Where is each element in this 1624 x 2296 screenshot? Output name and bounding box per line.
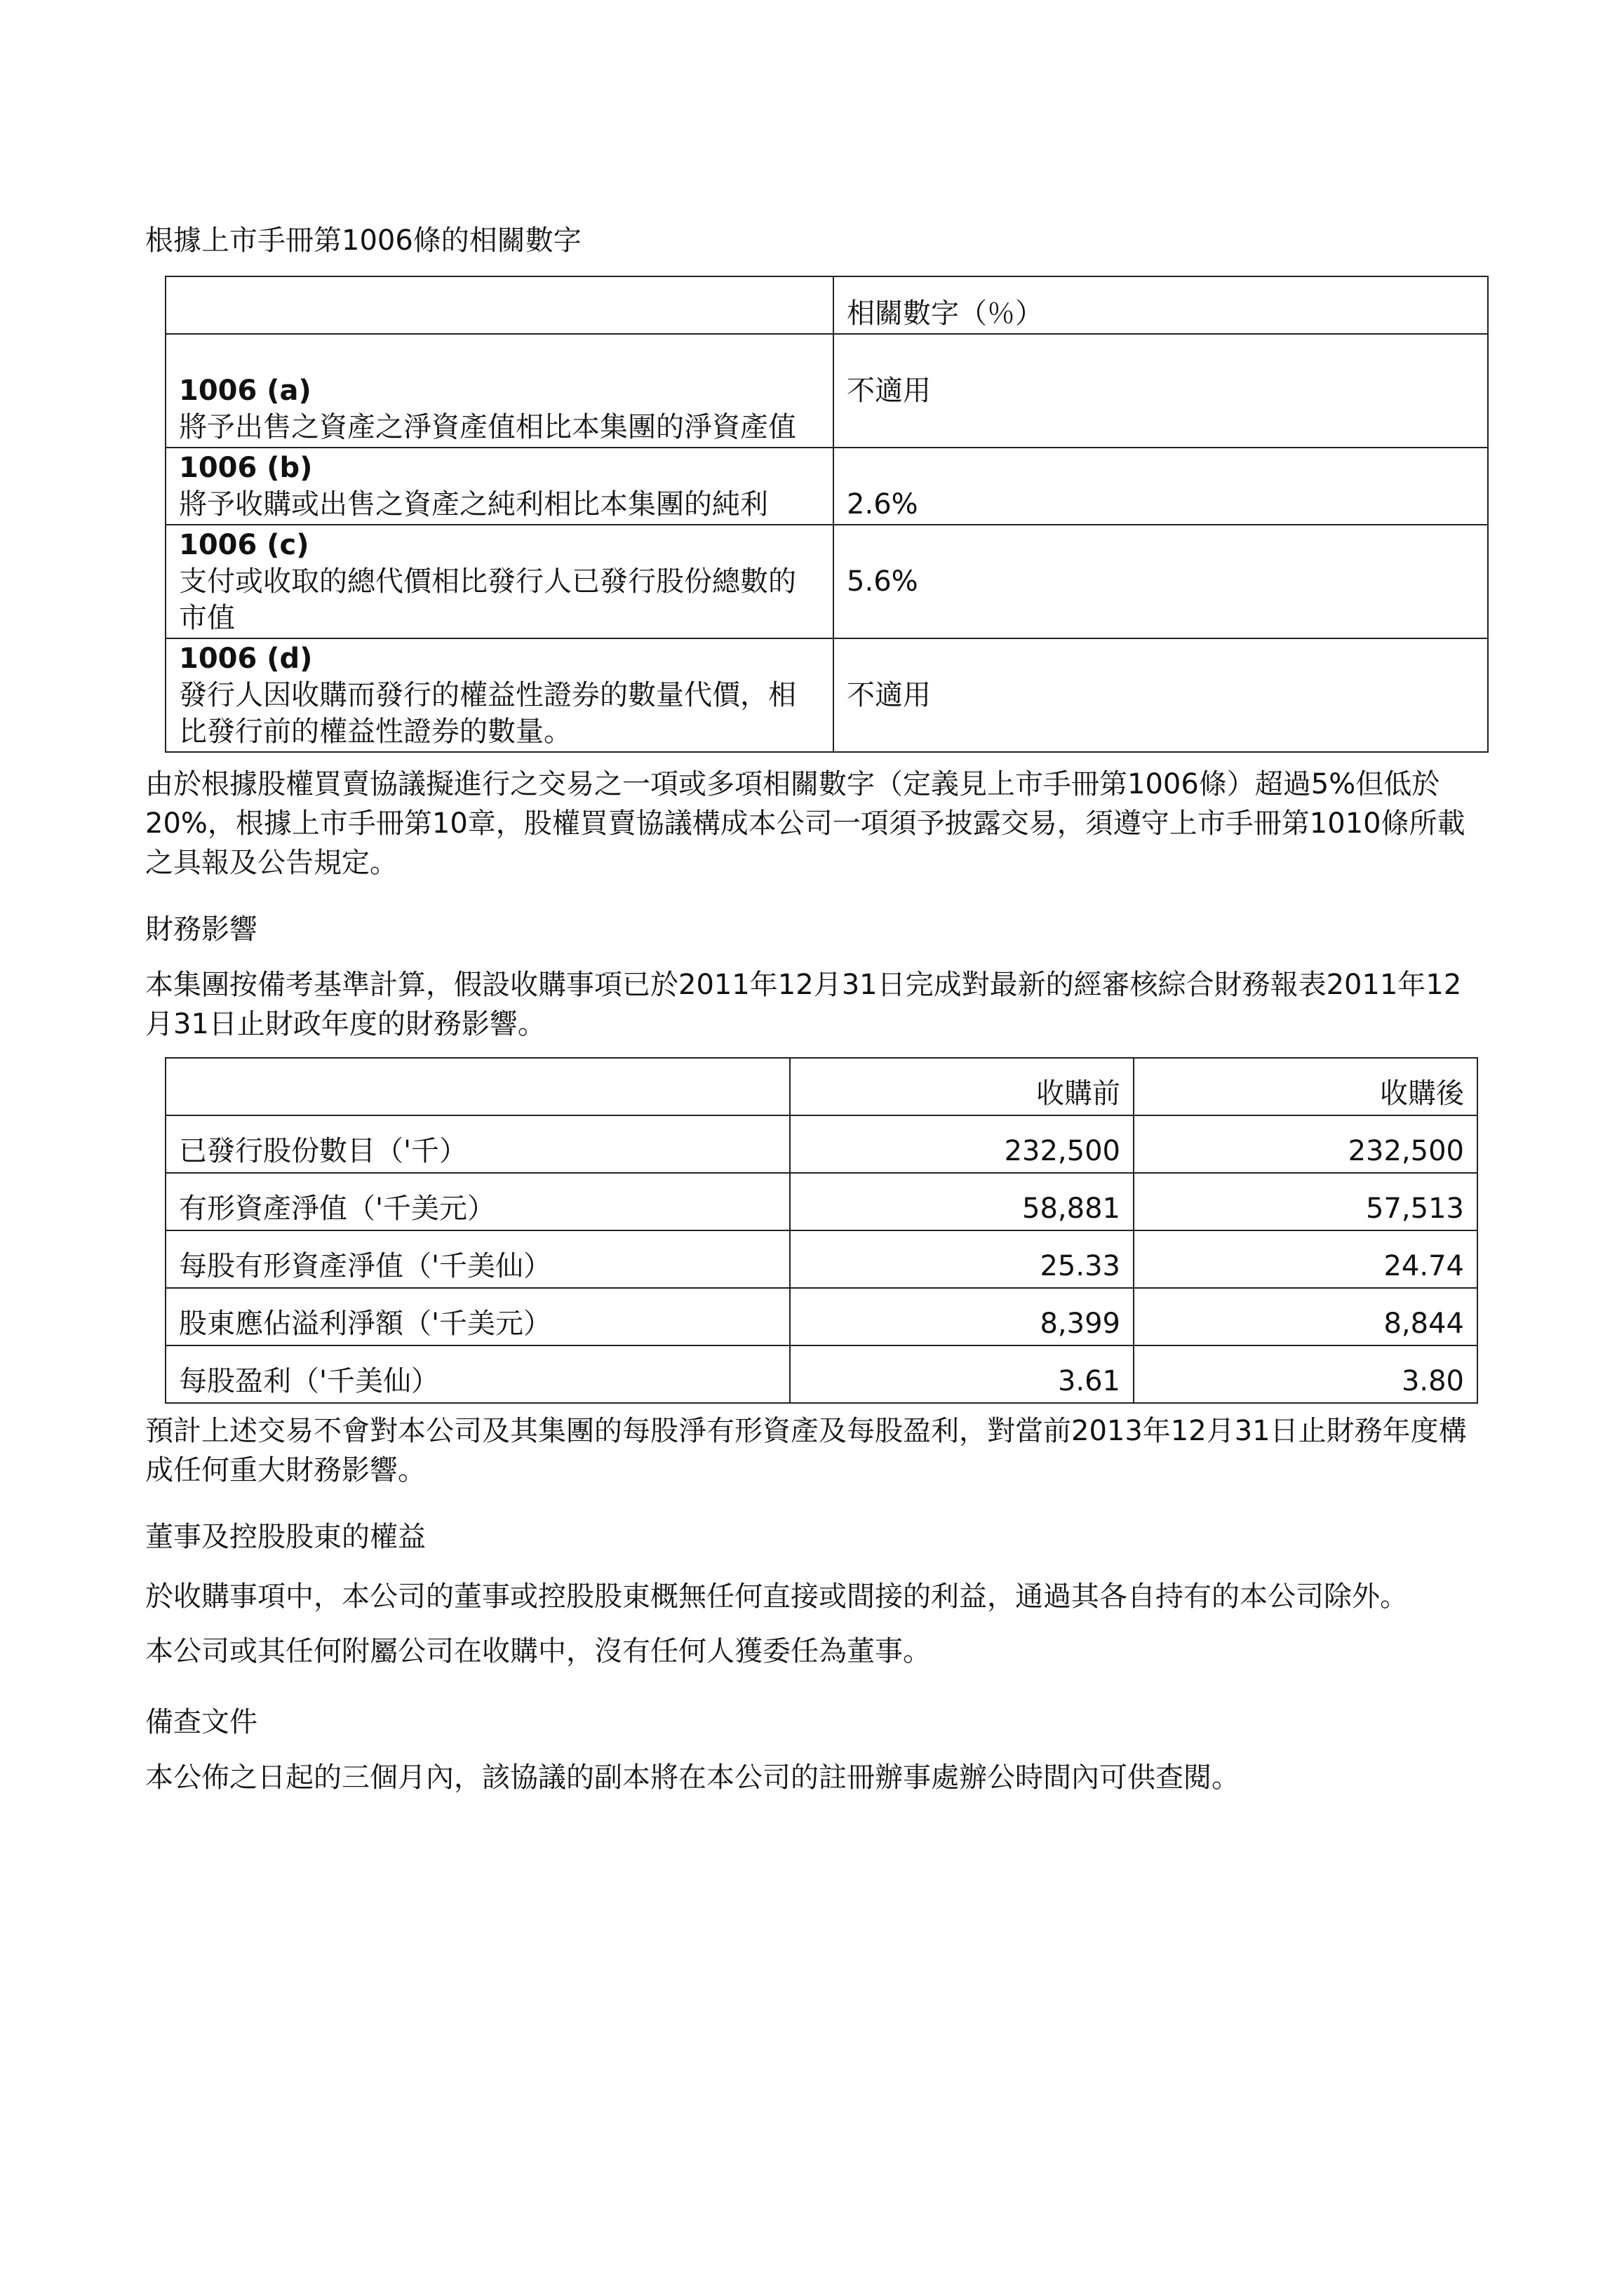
row-label: 已發行股份數目（'千） [166, 1115, 790, 1173]
table-row [166, 525, 1488, 638]
value-after: 232,500 [1134, 1115, 1477, 1173]
rule-description: 將予收購或出售之資產之純利相比本集團的純利 [179, 488, 768, 521]
value-after: 8,844 [1134, 1288, 1477, 1345]
header-cell-after-acquisition: 收購後 [1134, 1058, 1477, 1115]
table-row [166, 1230, 1477, 1288]
table-row [166, 1115, 1477, 1173]
directors-interests-paragraph-2: 本公司或其任何附屬公司在收購中，沒有任何人獲委任為董事。 [145, 1635, 931, 1667]
value-after: 3.80 [1134, 1345, 1477, 1403]
header-cell-before-acquisition: 收購前 [790, 1058, 1134, 1115]
relevant-figures-table [165, 276, 1489, 753]
rule-description: 發行人因收購而發行的權益性證券的數量代價，相比發行前的權益性證券的數量。 [179, 679, 796, 748]
disclosure-paragraph: 由於根據股權買賣協議擬進行之交易之一項或多項相關數字（定義見上市手冊第1006條）超過5%但低於20%，根據上市手冊第10章，股權買賣協議構成本公司一項須予披露交易，須遵守上市手冊第1010條所載之具報及公告規定。 [145, 768, 1465, 879]
header-cell-relevant-figures: 相關數字（％） [833, 276, 1488, 334]
section-heading-financial-effects: 財務影響 [145, 913, 257, 946]
value-after: 24.74 [1134, 1230, 1477, 1288]
table-header-row [166, 276, 1488, 334]
rule-code: 1006 (b) [179, 452, 313, 484]
rule-code: 1006 (c) [179, 529, 309, 561]
table-row [166, 1288, 1477, 1345]
header-cell-empty [166, 1058, 790, 1115]
rule-code: 1006 (d) [179, 643, 313, 675]
financial-effects-table [165, 1057, 1478, 1404]
section-heading-rule-1006: 根據上市手冊第1006條的相關數字 [145, 224, 582, 257]
section-heading-documents-for-inspection: 備查文件 [145, 1706, 257, 1738]
section-heading-directors-interests: 董事及控股股東的權益 [145, 1521, 426, 1553]
row-label: 每股有形資產淨值（'千美仙） [166, 1230, 790, 1288]
rule-description: 支付或收取的總代價相比發行人已發行股份總數的市值 [179, 565, 796, 634]
value-after: 57,513 [1134, 1173, 1477, 1230]
value-before: 25.33 [790, 1230, 1134, 1288]
documents-for-inspection-paragraph: 本公佈之日起的三個月內，該協議的副本將在本公司的註冊辦事處辦公時間內可供查閱。 [145, 1761, 1240, 1794]
rule-value: 2.6% [833, 448, 1488, 525]
table-row [166, 334, 1488, 448]
financial-effects-paragraph: 本集團按備考基準計算，假設收購事項已於2011年12月31日完成對最新的經審核綜合財務報表2011年12月31日止財政年度的財務影響。 [145, 969, 1462, 1040]
row-label: 股東應佔溢利淨額（'千美元） [166, 1288, 790, 1345]
table-row [166, 1345, 1477, 1403]
value-before: 3.61 [790, 1345, 1134, 1403]
directors-interests-paragraph-1: 於收購事項中，本公司的董事或控股股東概無任何直接或間接的利益，通過其各自持有的本公司除外。 [145, 1580, 1408, 1613]
table-row [166, 638, 1488, 752]
rule-value: 5.6% [833, 525, 1488, 638]
table-row [166, 448, 1488, 525]
rule-description: 將予出售之資產之淨資產值相比本集團的淨資產值 [179, 411, 796, 443]
row-label: 每股盈利（'千美仙） [166, 1345, 790, 1403]
value-before: 232,500 [790, 1115, 1134, 1173]
value-before: 58,881 [790, 1173, 1134, 1230]
rule-value: 不適用 [833, 638, 1488, 752]
rule-code: 1006 (a) [179, 375, 311, 407]
table-row [166, 1173, 1477, 1230]
rule-value: 不適用 [833, 334, 1488, 448]
table-header-row [166, 1058, 1477, 1115]
value-before: 8,399 [790, 1288, 1134, 1345]
row-label: 有形資產淨值（'千美元） [166, 1173, 790, 1230]
header-cell-empty [166, 276, 833, 334]
outlook-paragraph: 預計上述交易不會對本公司及其集團的每股淨有形資產及每股盈利，對當前2013年12月31日止財務年度構成任何重大財務影響。 [145, 1415, 1467, 1486]
